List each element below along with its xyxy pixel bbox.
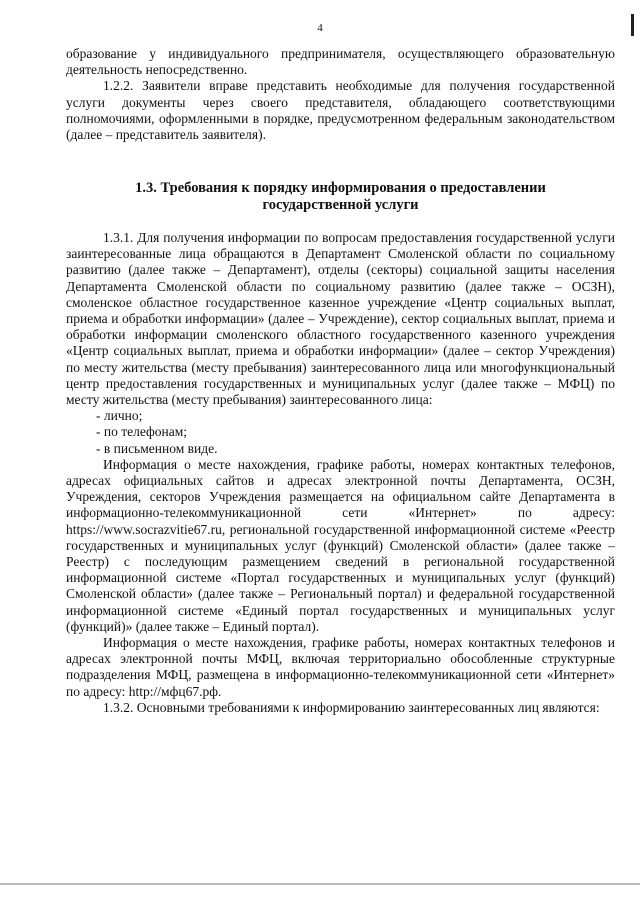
paragraph-1-3-1: 1.3.1. Для получения информации по вопросам предоставления государственной услуги заинтересованные лица обращаются в Департамент Смоленской области по социальному развитию (далее также – Департамент), отделы (секторы) социальной защиты населения Департамента Смоленской области по социальному развитию (далее также – ОСЗН), смоленское областное государственное казенное учреждение «Центр социальных выплат, приема и обработки информации» (далее – Учреждение), сектор социальных выплат, приема и обработки информации смоленского областного государственного казенного учреждения «Центр социальных выплат, приема и обработки информации» (далее – сектор Учреждения) по месту жительства (месту пребывания) заинтересованного лица или многофункциональный центр предоставления государственных и муниципальных услуг (далее также – МФЦ) по месту жительства (месту пребывания) заинтересованного лица: [66, 230, 615, 408]
paragraph-info-mfc: Информация о месте нахождения, графике работы, номерах контактных телефонов и адресах электронной почты МФЦ, включая территориально обособленные структурные подразделения МФЦ, размещена в информационно-телекоммуникационной сети «Интернет» по адресу: http://мфц67.рф. [66, 635, 615, 699]
list-item-written: - в письменном виде. [96, 440, 218, 456]
scan-bottom-edge [0, 883, 640, 885]
page-number: 4 [317, 22, 323, 34]
paragraph-1-3-2: 1.3.2. Основными требованиями к информированию заинтересованных лиц являются: [103, 699, 600, 715]
continuation-paragraph: образование у индивидуального предпринимателя, осуществляющего образовательную деятельность непосредственно. [66, 46, 615, 78]
section-heading-1-3 [66, 180, 615, 214]
list-item-phone: - по телефонам; [96, 424, 188, 440]
top-text-block [66, 46, 615, 143]
paragraph-1-2-2: 1.2.2. Заявители вправе представить необходимые для получения государственной услуги документы через своего представителя, обладающего соответствующими полномочиями, оформленными в порядке, предусмотренном федеральным законодательством (далее – представитель заявителя). [66, 78, 615, 143]
list-item-in-person: - лично; [96, 408, 143, 424]
section-heading-line-1: 1.3. Требования к порядку информирования о предоставлении [135, 180, 546, 196]
paragraph-info-department: Информация о месте нахождения, графике работы, номерах контактных телефонов, адресах официальных сайтов и адресах электронной почты Департамента, ОСЗН, Учреждения, секторов Учреждения размещается на официальном сайте Департамента в информационно-телекоммуникационной сети «Интернет» по адресу: https://www.socrazvitie67.ru, региональной государственной информационной системе «Реестр государственных и муниципальных услуг (функций) Смоленской области» (далее также – Реестр) с последующим размещением сведений в региональной государственной информационной системе «Портал государственных и муниципальных услуг (функций) Смоленской области» (далее также – Региональный портал) и федеральной государственной информационной системе «Единый портал государственных и муниципальных услуг (функций)» (далее также – Единый портал). [66, 456, 615, 634]
section-heading-line-2: государственной услуги [262, 197, 419, 213]
scan-edge-mark [631, 14, 634, 36]
main-text-block [66, 230, 615, 716]
